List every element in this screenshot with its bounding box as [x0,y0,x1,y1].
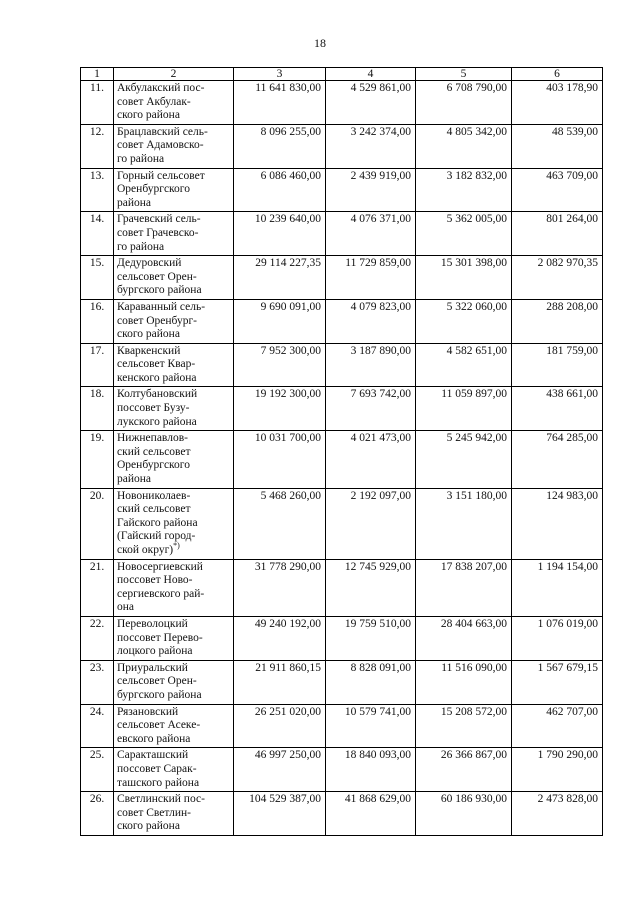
amount-col5-cell: 11 516 090,00 [416,660,512,704]
page-number: 18 [314,36,326,50]
amount-col6-cell: 764 285,00 [512,431,603,488]
municipality-name-text: Новосергиевский поссовет Ново- сергиевского рай- она [117,560,205,614]
amount-col3-cell: 6 086 460,00 [234,168,326,212]
row-number-cell: 15. [81,256,114,300]
table-row [81,660,603,704]
amount-col3-cell: 29 114 227,35 [234,256,326,300]
amount-col5-cell: 17 838 207,00 [416,559,512,616]
amount-col3-cell: 10 239 640,00 [234,212,326,256]
table-row [81,559,603,616]
amount-col4-cell: 7 693 742,00 [326,387,416,431]
row-number-cell: 16. [81,299,114,343]
table-row [81,616,603,660]
amount-col3-cell: 10 031 700,00 [234,431,326,488]
amount-col6-cell: 1 567 679,15 [512,660,603,704]
table-row [81,81,603,125]
table-row [81,387,603,431]
municipality-name-text: Акбулакский пос- совет Акбулак- ского района [117,82,205,122]
municipality-name-text: Нижнепавлов- ский сельсовет Оренбургского района [117,432,191,486]
row-number-cell: 11. [81,81,114,125]
amount-col6-cell: 438 661,00 [512,387,603,431]
amount-col6-cell: 1 076 019,00 [512,616,603,660]
amount-col4-cell: 4 529 861,00 [326,81,416,125]
amount-col5-cell: 4 805 342,00 [416,124,512,168]
table-row [81,704,603,748]
amount-col4-cell: 3 242 374,00 [326,124,416,168]
municipality-name-cell [114,256,234,300]
column-header: 3 [234,68,326,81]
amount-col4-cell: 12 745 929,00 [326,559,416,616]
amount-col6-cell: 48 539,00 [512,124,603,168]
municipality-name-text: Караванный сель- совет Оренбург- ского района [117,300,206,341]
amount-col4-cell: 3 187 890,00 [326,343,416,387]
amount-col5-cell: 26 366 867,00 [416,748,512,792]
amount-col6-cell: 462 707,00 [512,704,603,748]
amount-col4-cell: 8 828 091,00 [326,660,416,704]
table-row [81,212,603,256]
amount-col3-cell: 11 641 830,00 [234,81,326,125]
municipality-name-text: Рязановский сельсовет Асеке- евского района [117,705,201,745]
municipality-name-cell [114,431,234,488]
amount-col5-cell: 15 301 398,00 [416,256,512,300]
amount-col6-cell: 2 473 828,00 [512,792,603,836]
table-row [81,488,603,559]
column-header: 5 [416,68,512,81]
amount-col4-cell: 10 579 741,00 [326,704,416,748]
municipality-name-text: Саракташский поссовет Сарак- ташского района [117,749,200,789]
row-number-cell: 24. [81,704,114,748]
row-number-cell: 18. [81,387,114,431]
amount-col5-cell: 3 151 180,00 [416,488,512,559]
amount-col6-cell: 801 264,00 [512,212,603,256]
amount-col4-cell: 19 759 510,00 [326,616,416,660]
municipality-name-cell [114,81,234,125]
municipality-name-cell [114,488,234,559]
amount-col5-cell: 3 182 832,00 [416,168,512,212]
municipality-name-text: Брацлавский сель- совет Адамовско- го района [117,125,208,165]
amount-col3-cell: 7 952 300,00 [234,343,326,387]
amount-col3-cell: 5 468 260,00 [234,488,326,559]
table-row [81,168,603,212]
amount-col4-cell: 11 729 859,00 [326,256,416,300]
row-number-cell: 23. [81,660,114,704]
amount-col3-cell: 46 997 250,00 [234,748,326,792]
amount-col3-cell: 8 096 255,00 [234,124,326,168]
municipality-name-text: Колтубановский поссовет Бузу- лукского района [117,388,198,428]
amount-col5-cell: 15 208 572,00 [416,704,512,748]
row-number-cell: 13. [81,168,114,212]
municipality-name-cell [114,299,234,343]
row-number-cell: 17. [81,343,114,387]
row-number-cell: 25. [81,748,114,792]
amount-col4-cell: 4 021 473,00 [326,431,416,488]
amount-col6-cell: 403 178,90 [512,81,603,125]
table-row [81,343,603,387]
municipality-name-cell [114,343,234,387]
amount-col3-cell: 21 911 860,15 [234,660,326,704]
amount-col5-cell: 5 245 942,00 [416,431,512,488]
row-number-cell: 20. [81,488,114,559]
amount-col6-cell: 2 082 970,35 [512,256,603,300]
amount-col5-cell: 11 059 897,00 [416,387,512,431]
column-header: 2 [114,68,234,81]
table-row [81,748,603,792]
municipality-name-text: Приуральский сельсовет Орен- бургского района [117,661,202,701]
amount-col6-cell: 124 983,00 [512,488,603,559]
column-header: 1 [81,68,114,81]
row-number-cell: 26. [81,792,114,836]
amount-col3-cell: 49 240 192,00 [234,616,326,660]
municipality-name-text: Грачевский сель- совет Грачевско- го района [117,213,201,253]
municipality-name-text: Переволоцкий поссовет Перево- лоцкого района [117,617,203,658]
municipality-name-cell [114,168,234,212]
footnote-marker: *) [173,541,180,551]
amount-col6-cell: 1 194 154,00 [512,559,603,616]
table-row [81,792,603,836]
table-body [81,68,603,836]
column-header: 4 [326,68,416,81]
amount-col4-cell: 4 079 823,00 [326,299,416,343]
amount-col3-cell: 104 529 387,00 [234,792,326,836]
row-number-cell: 12. [81,124,114,168]
municipality-name-cell [114,124,234,168]
amount-col4-cell: 41 868 629,00 [326,792,416,836]
row-number-cell: 14. [81,212,114,256]
amount-col6-cell: 1 790 290,00 [512,748,603,792]
municipality-name-cell [114,559,234,616]
row-number-cell: 22. [81,616,114,660]
amount-col4-cell: 2 439 919,00 [326,168,416,212]
row-number-cell: 21. [81,559,114,616]
amount-col5-cell: 5 322 060,00 [416,299,512,343]
table-header-row [81,68,603,81]
amount-col3-cell: 9 690 091,00 [234,299,326,343]
municipality-name-cell [114,792,234,836]
budget-table [80,67,603,836]
column-header: 6 [512,68,603,81]
municipality-name-text: Кваркенский сельсовет Квар- кенского района [117,344,197,384]
municipality-name-cell [114,212,234,256]
table-row [81,431,603,488]
amount-col5-cell: 28 404 663,00 [416,616,512,660]
table-row [81,124,603,168]
municipality-name-cell [114,616,234,660]
amount-col6-cell: 181 759,00 [512,343,603,387]
amount-col4-cell: 4 076 371,00 [326,212,416,256]
amount-col3-cell: 26 251 020,00 [234,704,326,748]
amount-col5-cell: 5 362 005,00 [416,212,512,256]
amount-col4-cell: 18 840 093,00 [326,748,416,792]
municipality-name-text: Горный сельсовет Оренбургского района [117,169,205,209]
municipality-name-cell [114,748,234,792]
table-row [81,256,603,300]
amount-col5-cell: 60 186 930,00 [416,792,512,836]
municipality-name-cell [114,704,234,748]
amount-col6-cell: 288 208,00 [512,299,603,343]
municipality-name-cell [114,387,234,431]
row-number-cell: 19. [81,431,114,488]
amount-col3-cell: 31 778 290,00 [234,559,326,616]
amount-col3-cell: 19 192 300,00 [234,387,326,431]
municipality-name-text: Новониколаев- ский сельсовет Гайского района (Гайский город- ской округ) [117,489,198,556]
amount-col5-cell: 6 708 790,00 [416,81,512,125]
municipality-name-text: Светлинский пос- совет Светлин- ского района [117,793,205,833]
table-row [81,299,603,343]
amount-col6-cell: 463 709,00 [512,168,603,212]
amount-col4-cell: 2 192 097,00 [326,488,416,559]
municipality-name-text: Дедуровский сельсовет Орен- бургского района [117,257,202,297]
municipality-name-cell [114,660,234,704]
amount-col5-cell: 4 582 651,00 [416,343,512,387]
